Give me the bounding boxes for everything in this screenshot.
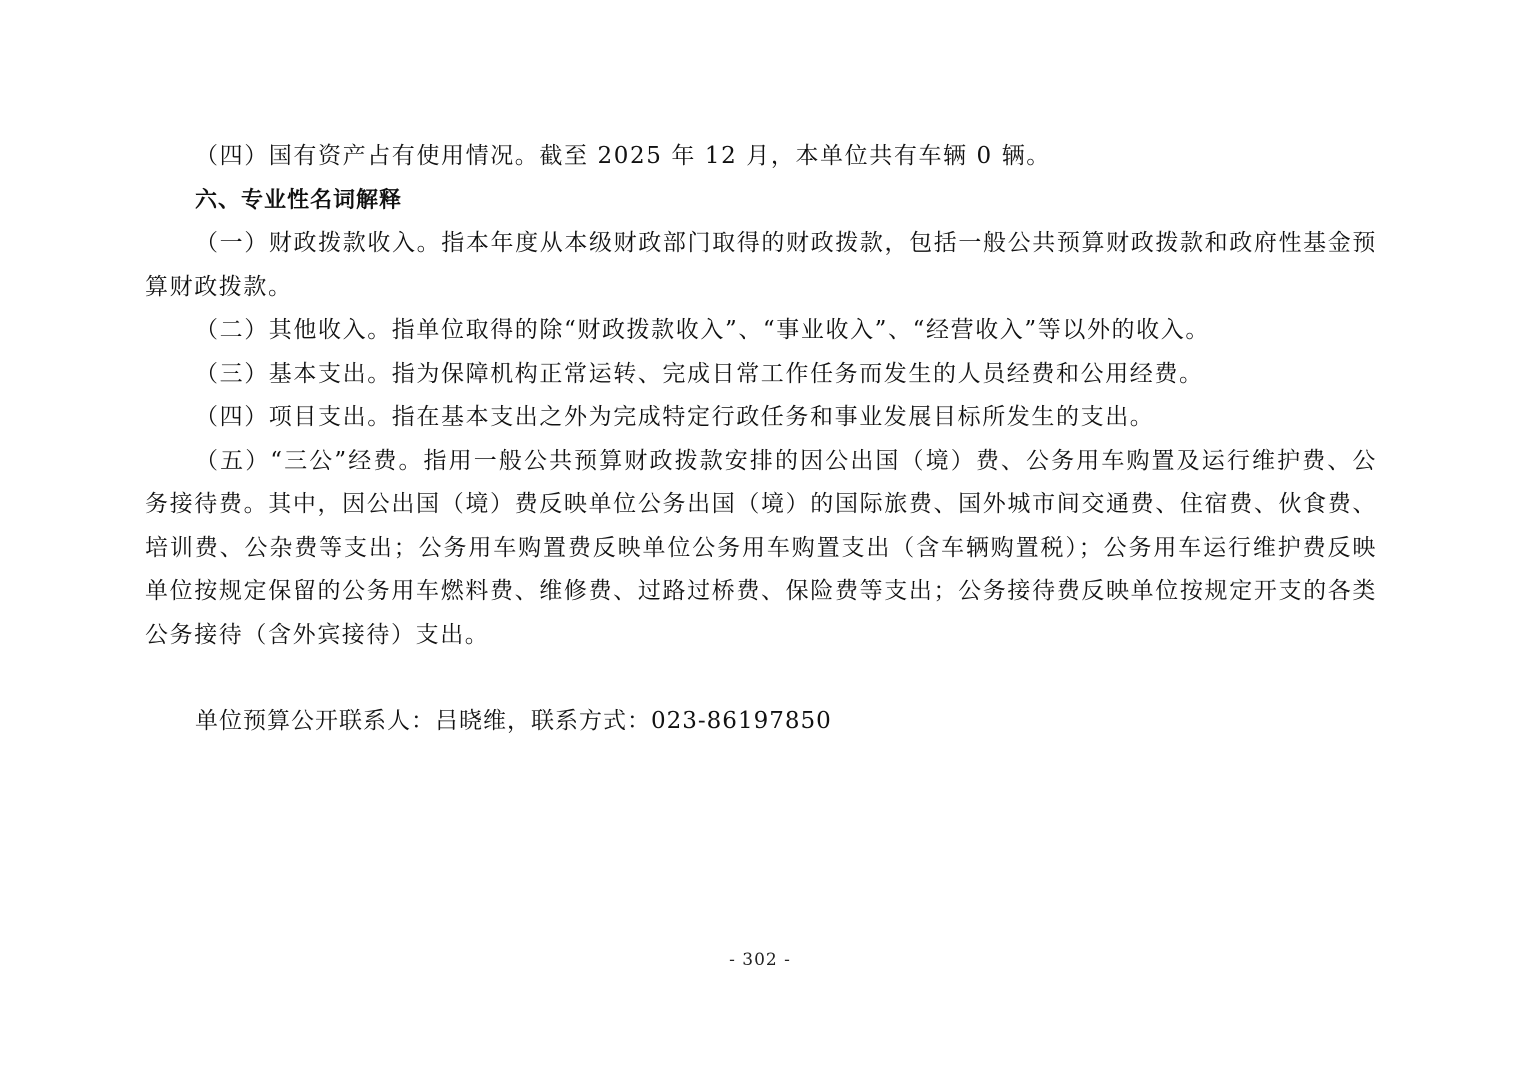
- paragraph-asset-usage: （四）国有资产占有使用情况。截至 2025 年 12 月，本单位共有车辆 0 辆。: [195, 143, 1051, 169]
- paragraph-def-basic-expense: （三）基本支出。指为保障机构正常运转、完成日常工作任务而发生的人员经费和公用经费。: [195, 360, 1204, 387]
- document-body: [145, 135, 1377, 744]
- paragraph-def-project-expense: （四）项目支出。指在基本支出之外为完成特定行政任务和事业发展目标所发生的支出。: [195, 404, 1155, 430]
- paragraph-def-other-income: （二）其他收入。指单位取得的除“财政拨款收入”、“事业收入”、“经营收入”等以外的收入。: [195, 317, 1210, 343]
- paragraph-def-three-public: （五）“三公”经费。指用一般公共预算财政拨款安排的因公出国（境）费、公务用车购置及运行维护费、公务接待费。其中，因公出国（境）费反映单位公务出国（境）的国际旅费、国外城市间交通费、住宿费、伙食费、培训费、公杂费等支出；公务用车购置费反映单位公务用车购置支出（含车辆购置税）；公务用车运行维护费反映单位按规定保留的公务用车燃料费、维修费、过路过桥费、保险费等支出；公务接待费反映单位按规定开支的各类公务接待（含外宾接待）支出。: [145, 447, 1377, 648]
- paragraph-def-fiscal-income: （一）财政拨款收入。指本年度从本级财政部门取得的财政拨款，包括一般公共预算财政拨款和政府性基金预算财政拨款。: [145, 230, 1377, 300]
- contact-line: 单位预算公开联系人：吕晓维，联系方式：023-86197850: [195, 708, 832, 734]
- page-number: - 302 -: [729, 950, 791, 970]
- section-heading: 六、专业性名词解释: [195, 187, 403, 213]
